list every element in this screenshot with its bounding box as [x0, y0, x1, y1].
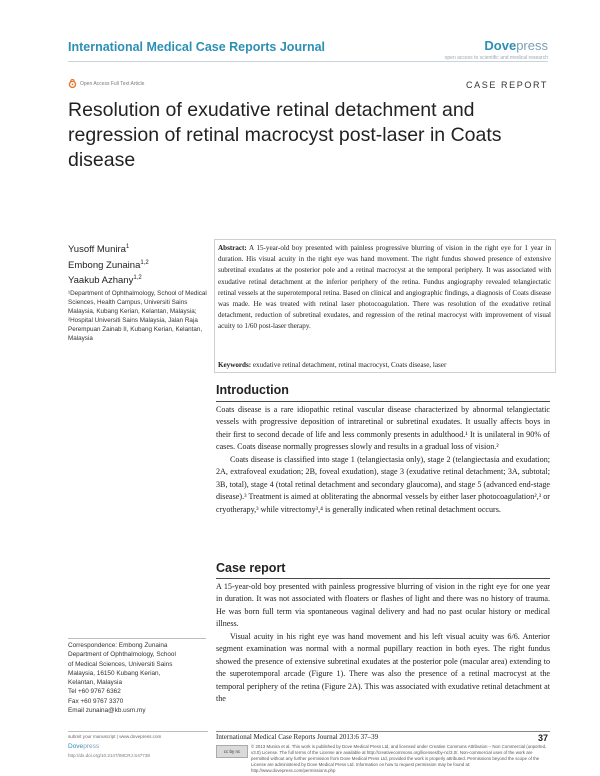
- case-report-heading: Case report: [216, 561, 286, 575]
- open-access-text: Open Access Full Text Article: [80, 80, 145, 87]
- page-number: 37: [537, 733, 548, 743]
- abstract: [218, 243, 551, 333]
- introduction-heading: Introduction: [216, 383, 289, 397]
- dovepress-logo: [445, 38, 548, 61]
- submit-manuscript-link[interactable]: submit your manuscript | www.dovepress.com: [68, 734, 162, 739]
- correspondence-line: Department of Ophthalmology, School: [68, 651, 176, 659]
- correspondence-email[interactable]: Email zunaina@kb.usm.my: [68, 707, 146, 715]
- paragraph: A 15-year-old boy presented with painless progressive blurring of vision in the right eye for one year in duration. It was not associated with floaters or flashes of light and there was no history of trauma. He was born full term via spontaneous vaginal delivery and had no past ocular history or medical illness.: [216, 582, 550, 629]
- journal-name: International Medical Case Reports Journal: [68, 40, 326, 54]
- keywords-text: exudative retinal detachment, retinal macrocyst, Coats disease, laser: [252, 361, 447, 369]
- journal-citation: International Medical Case Reports Journal 2013:6 37–39: [216, 733, 379, 741]
- footer-divider-right: [216, 731, 550, 732]
- affiliations: ¹Department of Ophthalmology, School of Medical Sciences, Health Campus, Universiti Sains Malaysia, Kubang Kerian, Kelantan, Malaysia; ²Hospital Universiti Sains Malaysia, Jalan Raja Perempuan Zainab II, Kubang Kerian, Kelantan, Malaysia: [68, 290, 207, 342]
- correspondence-line: Kelantan, Malaysia: [68, 679, 122, 687]
- abstract-label: Abstract:: [218, 244, 247, 252]
- doi-link[interactable]: http://dx.doi.org/10.2147/IMCRJ.S47738: [68, 753, 150, 758]
- open-access-label: [68, 79, 144, 88]
- case-report-divider: [216, 578, 550, 579]
- author: Embong Zunaina$^{1,2}$: [68, 259, 149, 271]
- keywords: [218, 360, 551, 370]
- abstract-text: A 15-year-old boy presented with painless progressive blurring of vision in the right eye for 1 year in duration. His visual acuity in the right eye was hand movement. The right fundus showed presence of extensive subretinal exudates at the posterior pole and a retinal macrocyst at the temporal periphery. It was associated with exudative retinal detachment at the inferior periphery of the retina. Fundus angiography revealed telangiectatic retinal vessels at the superotemporal retina. Based on clinical and angiographic findings, a diagnosis of Coats disease was made. He was treated with retinal laser photocoagulation. There was resolution of the exudative retinal detachment, reduction of subretinal exudates, and regression of the retinal macrocyst with improvement of visual acuity to 1/60 post-laser therapy.: [218, 244, 552, 331]
- correspondence-line: Tel +60 9767 6362: [68, 688, 121, 696]
- author: Yaakub Azhany$^{1,2}$: [68, 275, 142, 287]
- paragraph: Visual acuity in his right eye was hand movement and his left visual acuity was 6/6. Anterior segment examination was normal with a normal pupillary reaction in both eyes. The right fundus showed the presence of extensive subretinal exudates at the posterior pole (macular area) extending to the superotemporal arcade (Figure 1). There was also the presence of a retinal macrocyst at the temporal periphery of the retina (Figure 2A). This was associated with exudative retinal detachment at the: [216, 631, 550, 704]
- open-access-icon: [68, 79, 77, 88]
- author: Yusoff Munira$^1$: [68, 244, 130, 256]
- paragraph: Coats disease is classified into stage 1 (telangiectasia only), stage 2 (telangiectasia and exudation; 2A, extrafoveal exudation; 2B, foveal exudation), stage 3 (exudative retinal detachment; 3A, subtotal; 3B, total), stage 4 (total retinal detachment and secondary glaucoma), and stage 5 (advanced end-stage disease).³ Treatment is aimed at obliterating the abnormal vessels by either laser photocoagulation²,³ or cryotherapy,³ while vitrectomy³,⁴ is generally indicated when retinal detachment occurs.: [216, 454, 550, 514]
- author-list: [68, 241, 149, 288]
- header-divider: [68, 61, 548, 62]
- correspondence-line: Correspondence: Embong Zunaina: [68, 642, 168, 649]
- introduction-body: [216, 404, 550, 516]
- creative-commons-icon[interactable]: cc by nc: [216, 745, 248, 758]
- license-text: © 2013 Munira et al. This work is published by Dove Medical Press Ltd, and licensed under Creative Commons Attribution – Non Commercial (unported, v3.0) License. The full terms of the License are available at http://creativecommons.org/licenses/by-nc/3.0/. Non-commercial uses of the work are permitted without any further permission from Dove Medical Press Ltd, provided the work is properly attributed. Permissions beyond the scope of the License are administered by Dove Medical Press Ltd. Information on how to request permission may be found at: http://www.dovepress.com/permissions.php: [251, 744, 547, 773]
- footer-divider-left: [68, 731, 208, 732]
- footer-dovepress-logo: Dovepress: [68, 743, 100, 750]
- correspondence-line: Fax +60 9767 3370: [68, 697, 124, 705]
- introduction-divider: [216, 401, 550, 402]
- logo-tagline: open access to scientific and medical research: [444, 55, 548, 61]
- keywords-label: Keywords:: [218, 361, 252, 369]
- paragraph: Coats disease is a rare idiopathic retinal vascular disease characterized by abnormal telangiectatic vessels with progressive deposition of intraretinal or subretinal exudates. It usually affects boys in their first to second decade of life and less commonly presents in adulthood.¹ It is unilateral in 90% of cases. Coats disease normally progresses slowly and results in a gradual loss of vision.²: [216, 405, 550, 452]
- correspondence-line: of Medical Sciences, Universiti Sains: [68, 660, 173, 668]
- correspondence-line: Malaysia, 16150 Kubang Kerian,: [68, 669, 161, 677]
- article-title: Resolution of exudative retinal detachment and regression of retinal macrocyst post-laser in Coats disease: [68, 99, 502, 171]
- correspondence: [68, 641, 208, 715]
- logo-name: Dove: [484, 38, 517, 53]
- article-type: CASE REPORT: [466, 80, 548, 90]
- logo-suffix: press: [516, 38, 548, 53]
- correspondence-divider: [68, 638, 206, 639]
- case-report-body: [216, 581, 550, 706]
